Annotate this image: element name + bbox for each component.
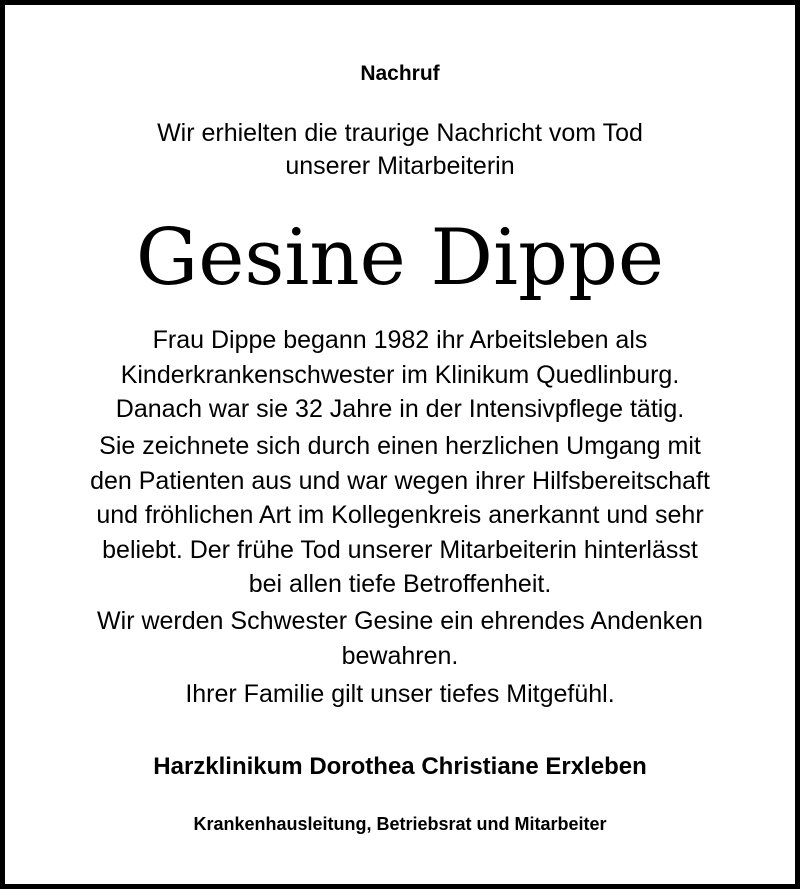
paragraph-line: Kinderkrankenschwester im Klinikum Quedlinburg. [120, 360, 680, 389]
intro-text [10, 117, 790, 183]
paragraph-line: bewahren. [341, 641, 459, 670]
paragraph-line: Danach war sie 32 Jahre in der Intensivpflege tätig. [115, 395, 685, 423]
paragraph-line: Ihrer Familie gilt unser tiefes Mitgefühl. [185, 680, 615, 708]
deceased-name: Gesine Dippe [135, 213, 665, 303]
paragraph-line: Sie zeichnete sich durch einen herzlichen Umgang mit [99, 432, 701, 460]
signatories: Krankenhausleitung, Betriebsrat und Mitarbeiter [193, 814, 607, 834]
paragraph-line: und fröhlichen Art im Kollegenkreis anerkannt und sehr [96, 501, 704, 529]
organization-name: Harzklinikum Dorothea Christiane Erxleben [153, 753, 647, 780]
intro-line: Wir erhielten die traurige Nachricht vom Tod [157, 119, 643, 147]
intro-line: unserer Mitarbeiterin [285, 152, 515, 180]
career-paragraph [10, 323, 790, 427]
paragraph-line: beliebt. Der frühe Tod unserer Mitarbeiterin hinterlässt [102, 535, 698, 564]
obituary-heading: Nachruf [360, 62, 440, 85]
paragraph-line: den Patienten aus und war wegen ihrer Hilfsbereitschaft [90, 466, 710, 495]
paragraph-line: Frau Dippe begann 1982 ihr Arbeitsleben als [152, 326, 648, 354]
remembrance-paragraph [10, 604, 790, 673]
paragraph-line: bei allen tiefe Betroffenheit. [248, 570, 552, 598]
paragraph-line: Wir werden Schwester Gesine ein ehrendes Andenken [97, 607, 703, 635]
character-paragraph [10, 429, 790, 602]
condolence-paragraph [10, 677, 790, 712]
